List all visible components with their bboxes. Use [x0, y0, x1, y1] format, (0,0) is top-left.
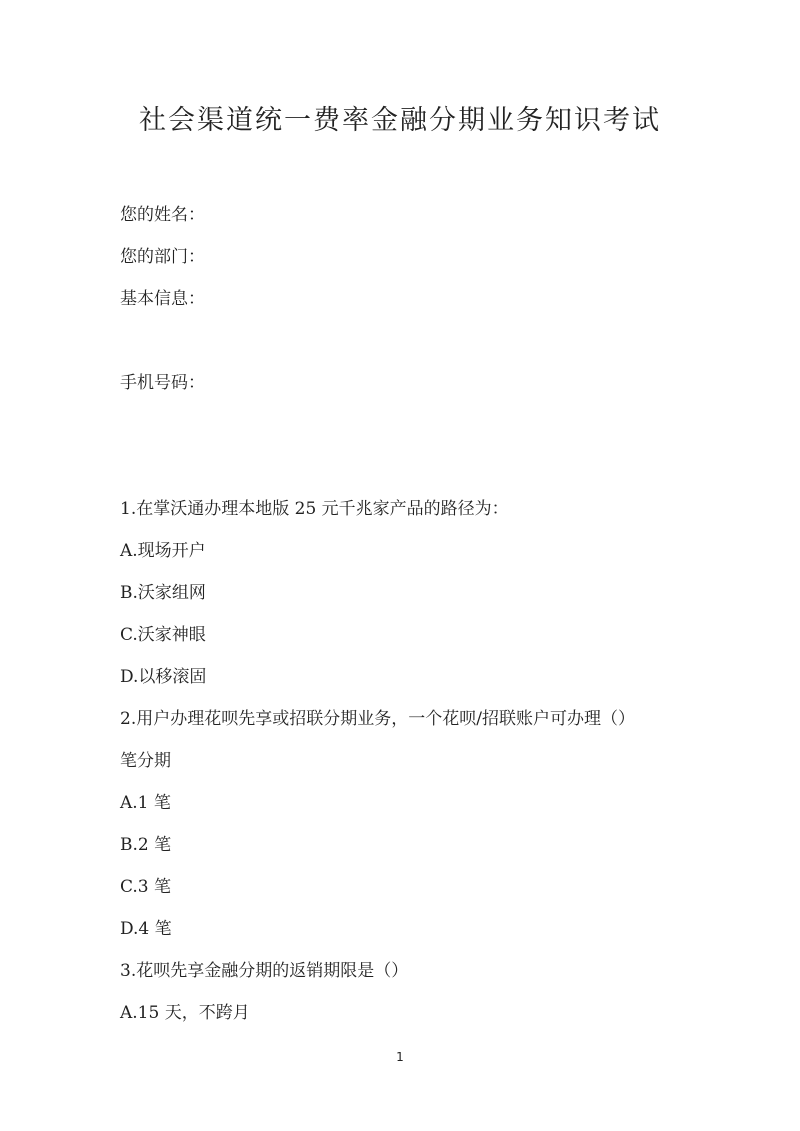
phone-field-label: 手机号码：	[120, 373, 205, 393]
option-b: B.2 笔	[120, 835, 172, 855]
option-c: C.3 笔	[120, 877, 172, 897]
name-field-label: 您的姓名：	[120, 205, 205, 225]
option-d: D.4 笔	[120, 919, 172, 939]
question-stem: 2.用户办理花呗先享或招联分期业务，一个花呗/招联账户可办理（）	[120, 709, 635, 729]
page-number: 1	[396, 1050, 404, 1064]
option-b: B.沃家组网	[120, 583, 206, 603]
question-stem: 3.花呗先享金融分期的返销期限是（）	[120, 961, 409, 981]
department-field-label: 您的部门：	[120, 247, 205, 267]
option-c: C.沃家神眼	[120, 625, 206, 645]
document-title: 社会渠道统一费率金融分期业务知识考试	[139, 105, 661, 136]
basic-info-label: 基本信息：	[120, 289, 205, 309]
option-a: A.现场开户	[120, 541, 206, 561]
question-stem-continued: 笔分期	[120, 751, 171, 771]
option-a: A.1 笔	[120, 793, 171, 813]
question-stem: 1.在掌沃通办理本地版 25 元千兆家产品的路径为：	[120, 499, 509, 519]
option-d: D.以移滚固	[120, 667, 207, 687]
option-a: A.15 天，不跨月	[120, 1003, 250, 1023]
